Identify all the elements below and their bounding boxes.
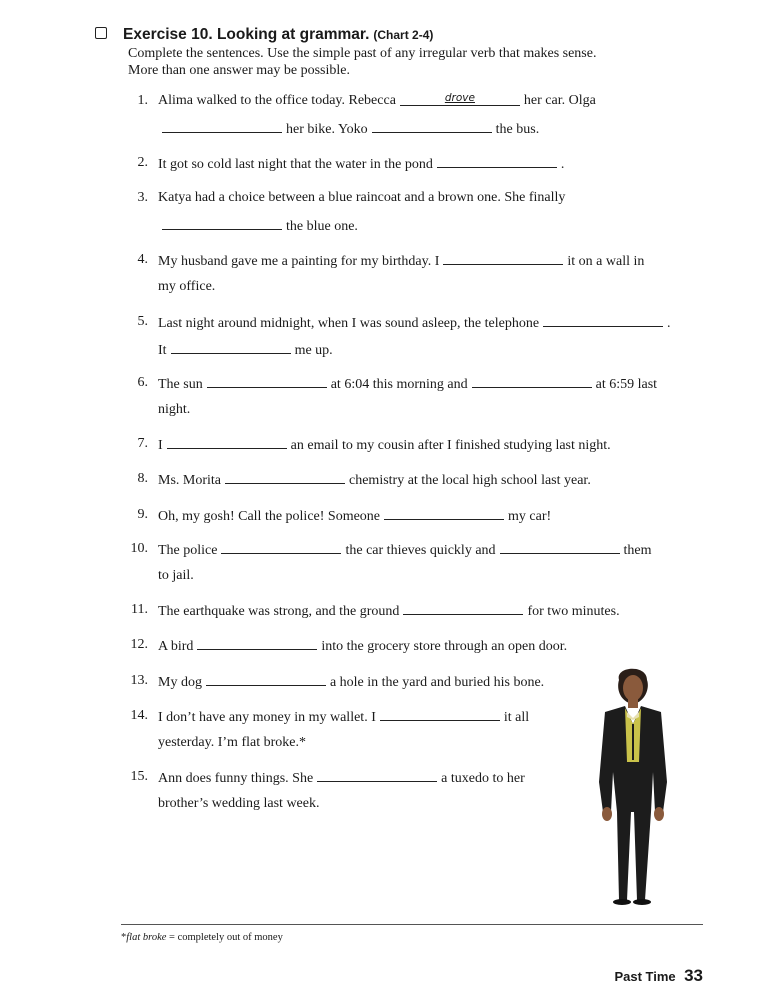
answer-blank[interactable]	[437, 155, 557, 168]
answer-blank[interactable]	[206, 673, 326, 686]
item-number: 6.	[137, 375, 148, 390]
item-line	[158, 279, 215, 295]
item-text: My husband gave me a painting for my birthday. I	[158, 254, 440, 269]
item-text: Last night around midnight, when I was sound asleep, the telephone	[158, 316, 540, 331]
item-text: I	[158, 438, 163, 453]
item-text: an email to my cousin after I finished studying last night.	[290, 438, 611, 453]
item-number: 11.	[131, 602, 148, 617]
item-line	[137, 507, 552, 525]
item-text: The earthquake was strong, and the ground	[158, 604, 400, 619]
footnote-term: flat broke	[126, 932, 167, 943]
item-text: Katya had a choice between a blue raincoat and a brown one. She finally	[158, 190, 566, 205]
item-text: the car thieves quickly and	[345, 543, 496, 558]
item-text: the bus.	[495, 122, 540, 137]
answer-blank[interactable]	[162, 217, 282, 230]
answer-blank[interactable]	[443, 252, 563, 265]
item-text: me up.	[294, 343, 333, 358]
item-number: 8.	[137, 471, 148, 486]
item-text: Oh, my gosh! Call the police! Someone	[158, 509, 381, 524]
page-footer	[614, 966, 703, 986]
item-number: 2.	[137, 155, 148, 170]
answer-blank[interactable]	[384, 507, 504, 520]
item-text: her car. Olga	[523, 93, 596, 108]
exercise-header	[95, 26, 433, 44]
item-text: at 6:59 last	[595, 377, 658, 392]
footnote-divider	[121, 924, 703, 925]
item-text: It got so cold last night that the water in the pond	[158, 157, 433, 172]
answer-blank[interactable]	[167, 436, 287, 449]
item-line	[158, 120, 539, 138]
item-text: a tuxedo to her	[441, 771, 525, 786]
item-line	[158, 341, 333, 359]
item-line	[158, 796, 319, 812]
instructions	[128, 45, 596, 79]
answer-blank[interactable]	[403, 602, 523, 615]
item-line	[137, 155, 565, 173]
item-line	[158, 568, 194, 584]
item-number: 14.	[130, 708, 148, 723]
instruction-line: More than one answer may be possible.	[128, 63, 350, 78]
item-line	[137, 252, 645, 270]
item-number: 1.	[137, 93, 148, 108]
answer-blank[interactable]	[207, 375, 327, 388]
item-number: 9.	[137, 507, 148, 522]
item-line	[137, 92, 596, 109]
item-number: 13.	[130, 673, 148, 688]
item-line	[137, 471, 591, 489]
answer-blank[interactable]	[543, 314, 663, 327]
item-text: my office.	[158, 279, 216, 294]
item-line	[137, 436, 611, 454]
item-text: Ann does funny things. She	[158, 771, 314, 786]
item-text: The police	[158, 543, 218, 558]
exercise-title: Exercise 10. Looking at grammar.	[123, 26, 370, 43]
item-text: I don’t have any money in my wallet. I	[158, 710, 376, 725]
item-text: into the grocery store through an open door.	[321, 639, 568, 654]
item-text: her bike. Yoko	[286, 122, 368, 137]
answer-blank[interactable]	[171, 341, 291, 354]
answer-blank[interactable]	[372, 120, 492, 133]
answer-blank[interactable]	[472, 375, 592, 388]
footnote: *flat broke = completely out of money	[121, 932, 283, 943]
item-number: 3.	[137, 190, 148, 205]
item-text: night.	[158, 402, 191, 417]
item-text: The sun	[158, 377, 203, 392]
item-text: .	[560, 157, 565, 172]
item-text: Alima walked to the office today. Rebecca	[158, 93, 396, 108]
item-line	[158, 217, 358, 235]
item-number: 15.	[130, 769, 148, 784]
item-text: it all	[503, 710, 530, 725]
item-line	[137, 375, 658, 393]
item-text: It	[158, 343, 167, 358]
chart-reference: (Chart 2-4)	[373, 28, 434, 42]
item-line	[158, 402, 190, 418]
item-text: yesterday. I’m flat broke.*	[158, 735, 306, 750]
item-line	[137, 314, 671, 332]
answer-blank[interactable]	[317, 769, 437, 782]
item-text: brother’s wedding last week.	[158, 796, 320, 811]
item-text: my car!	[508, 509, 552, 524]
item-text: for two minutes.	[527, 604, 620, 619]
instruction-line: Complete the sentences. Use the simple past of any irregular verb that makes sense.	[128, 46, 597, 61]
item-line	[158, 735, 306, 751]
item-number: 7.	[137, 436, 148, 451]
page-number: 33	[684, 966, 703, 985]
answer-blank[interactable]	[400, 93, 520, 106]
sample-answer: drove	[444, 92, 475, 104]
tuxedo-woman-illustration	[575, 662, 690, 907]
answer-blank[interactable]	[221, 541, 341, 554]
item-text: chemistry at the local high school last year.	[349, 473, 591, 488]
item-text: at 6:04 this morning and	[330, 377, 468, 392]
item-text: A bird	[158, 639, 194, 654]
answer-blank[interactable]	[500, 541, 620, 554]
item-text: .	[667, 316, 671, 331]
item-number: 5.	[137, 314, 148, 329]
illustration-figure	[599, 669, 667, 905]
item-text: to jail.	[158, 568, 194, 583]
item-text: the blue one.	[286, 219, 358, 234]
item-number: 10.	[130, 541, 148, 556]
item-line	[130, 708, 530, 726]
answer-blank[interactable]	[162, 120, 282, 133]
answer-blank[interactable]	[380, 708, 500, 721]
section-name: Past Time	[614, 969, 676, 984]
item-number: 4.	[137, 252, 148, 267]
answer-blank[interactable]	[197, 637, 317, 650]
item-line	[130, 541, 652, 559]
item-line	[130, 769, 525, 787]
item-line	[137, 190, 566, 206]
item-text: it on a wall in	[567, 254, 645, 269]
item-text: My dog	[158, 675, 202, 690]
item-line	[130, 637, 568, 655]
item-line	[130, 673, 545, 691]
checkbox-icon	[95, 27, 107, 39]
item-text: Ms. Morita	[158, 473, 221, 488]
item-text: them	[623, 543, 652, 558]
item-number: 12.	[130, 637, 148, 652]
answer-blank[interactable]	[225, 471, 345, 484]
item-text: a hole in the yard and buried his bone.	[329, 675, 545, 690]
footnote-definition: = completely out of money	[166, 932, 283, 943]
item-line	[131, 602, 620, 620]
